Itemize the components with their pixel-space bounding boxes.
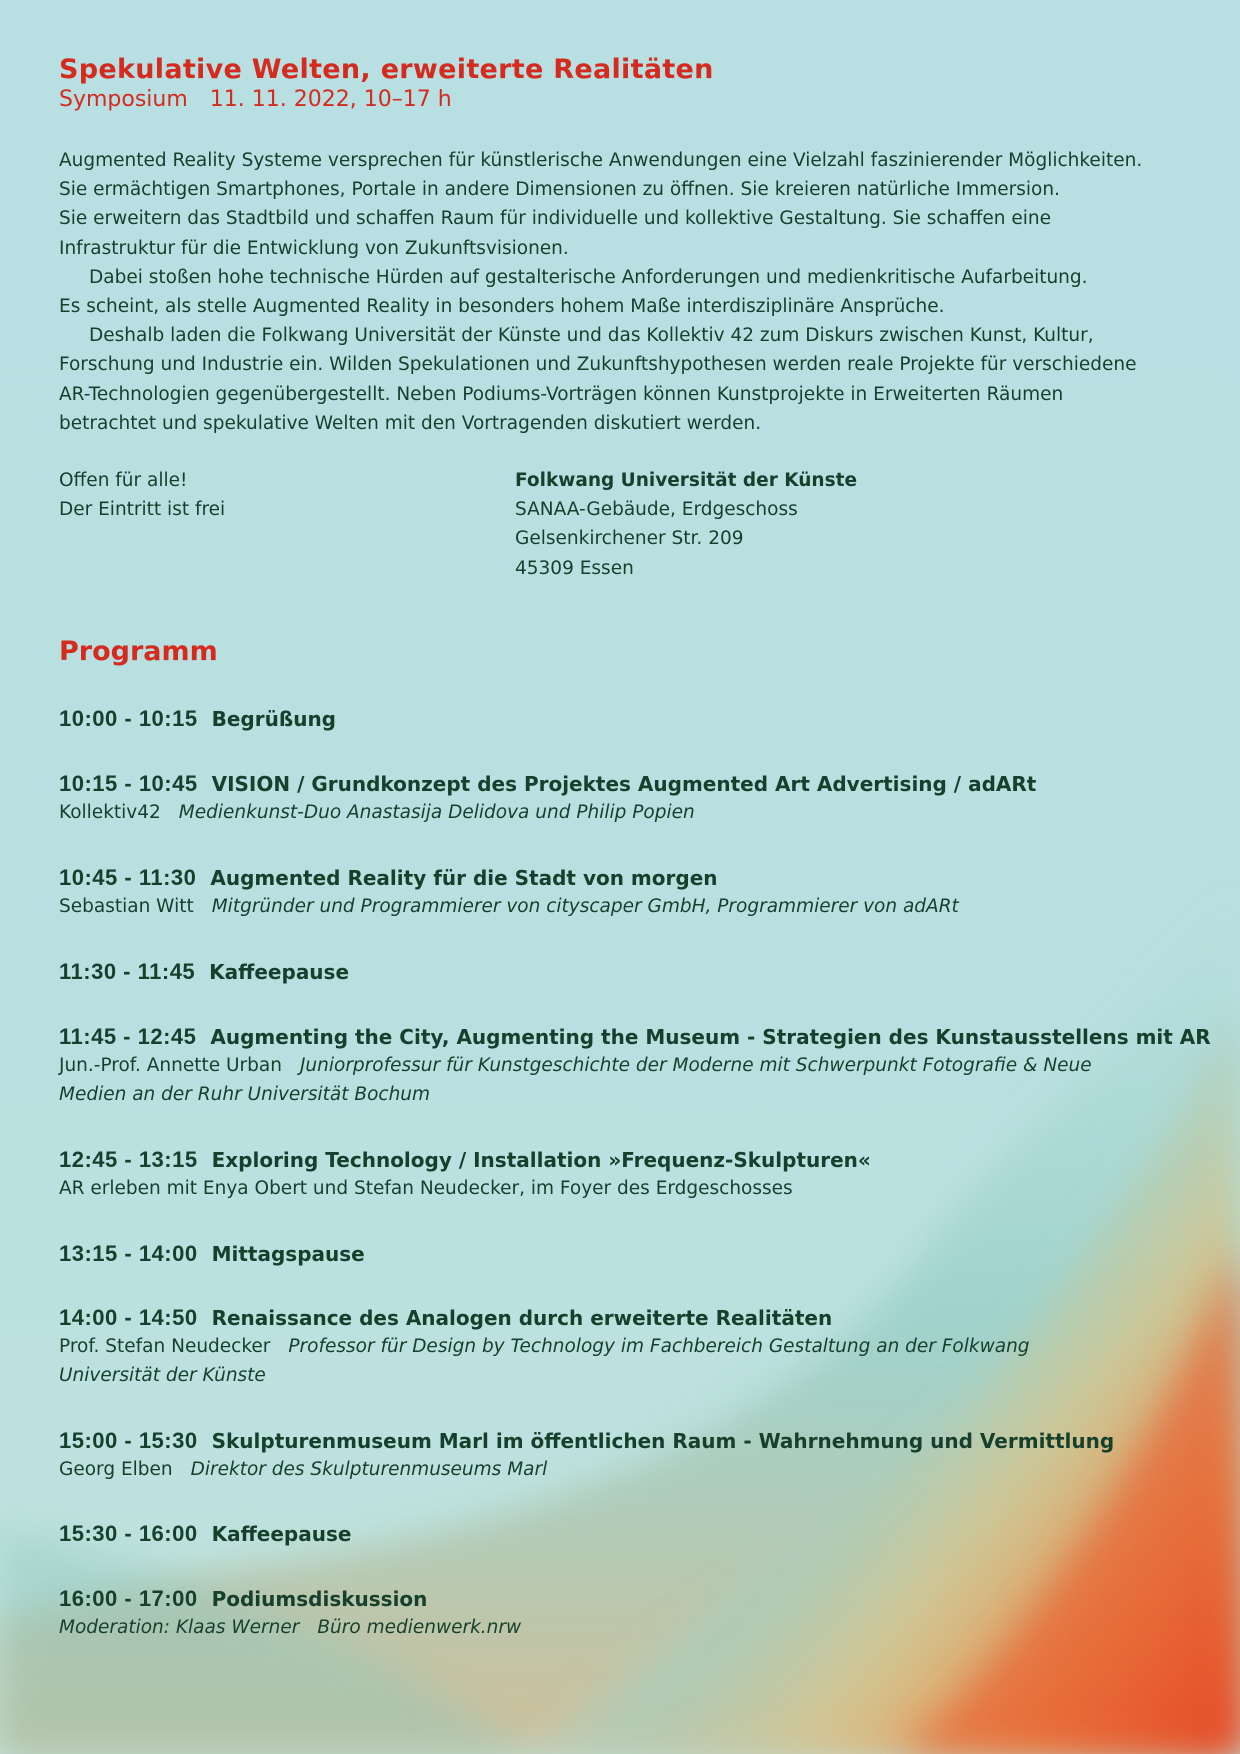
open-text: Offen für alle! [59, 470, 188, 491]
program-heading: Programm [59, 636, 218, 667]
program-item [59, 864, 1199, 921]
program-time: 13:15 - 14:00 [59, 1241, 198, 1266]
venue-city: 45309 Essen [515, 557, 634, 579]
program-item [59, 1304, 1199, 1390]
program-item [59, 705, 1199, 733]
program-time: 15:30 - 16:00 [59, 1521, 198, 1546]
program-speaker-description: Direktor des Skulpturenmuseums Marl [190, 1459, 548, 1480]
program-speaker-description-continued: Universität der Künste [59, 1365, 266, 1386]
program-title: Renaissance des Analogen durch erweiterte Realitäten [211, 1306, 833, 1330]
event-date: 11. 11. 2022, 10–17 h [209, 87, 452, 112]
entry-text: Der Eintritt ist frei [59, 499, 226, 521]
program-speaker: Prof. Stefan Neudecker [59, 1336, 271, 1357]
program-time: 12:45 - 13:15 [59, 1147, 198, 1172]
venue-address [515, 466, 857, 583]
intro-paragraph-1: Augmented Reality Systeme versprechen für künstlerische Anwendungen eine Vielzahl faszinierender Möglichkeiten. Sie ermächtigen Smartphones, Portale in andere Dimensionen zu öffnen. Sie kreieren natürliche Immersion. Sie erweitern das Stadtbild und schaffen Raum für individuelle und kollektive Gestaltung. Sie schaffen eine Infrastruktur für die Entwicklung von Zukunftsvisionen. [59, 150, 1143, 259]
program-item [59, 1585, 1199, 1642]
event-subtitle [59, 87, 452, 112]
program-speaker-description: Medienkunst-Duo Anastasija Delidova und Philip Popien [178, 802, 695, 823]
venue-building: SANAA-Gebäude, Erdgeschoss [515, 499, 798, 521]
program-title: Kaffeepause [209, 960, 350, 984]
program-time: 11:30 - 11:45 [59, 959, 196, 984]
program-note: AR erleben mit Enya Obert und Stefan Neudecker, im Foyer des Erdgeschosses [59, 1178, 793, 1199]
program-title: Exploring Technology / Installation »Frequenz-Skulpturen« [211, 1148, 871, 1172]
program-moderator: Moderation: Klaas Werner [59, 1617, 300, 1638]
intro-paragraph-2: Dabei stoßen hohe technische Hürden auf gestalterische Anforderungen und medienkritische Aufarbeitung. Es scheint, als stelle Augmented Reality in besonders hohem Maße interdisziplinäre Ansprüche. [59, 266, 1088, 318]
program-title: Augmenting the City, Augmenting the Museum - Strategien des Kunstausstellens mit AR [210, 1025, 1211, 1049]
program-speaker-description-continued: Medien an der Ruhr Universität Bochum [59, 1084, 431, 1105]
program-speaker-description: Juniorprofessur für Kunstgeschichte der Moderne mit Schwerpunkt Fotografie & Neue [299, 1055, 1092, 1076]
program-title: Mittagspause [211, 1242, 365, 1266]
program-speaker: Jun.-Prof. Annette Urban [59, 1055, 282, 1076]
program-time: 10:45 - 11:30 [59, 865, 197, 890]
program-speaker-description: Mitgründer und Programmierer von cityscaper GmbH, Programmierer von adARt [211, 896, 959, 917]
venue-name: Folkwang Universität der Künste [515, 470, 858, 491]
program-title: Augmented Reality für die Stadt von morgen [210, 866, 718, 890]
program-title: Skulpturenmuseum Marl im öffentlichen Raum - Wahrnehmung und Vermittlung [211, 1429, 1115, 1453]
program-time: 11:45 - 12:45 [59, 1024, 197, 1049]
program-item [59, 1023, 1211, 1109]
program-speaker: Kollektiv42 [59, 802, 161, 823]
program-title: VISION / Grundkonzept des Projektes Augmented Art Advertising / adARt [211, 772, 1037, 796]
program-item [59, 1146, 1199, 1203]
program-time: 10:00 - 10:15 [59, 706, 198, 731]
program-item [59, 1520, 1199, 1548]
program-time: 14:00 - 14:50 [59, 1305, 198, 1330]
program-speaker: Sebastian Witt [59, 896, 194, 917]
venue-street: Gelsenkirchener Str. 209 [515, 528, 744, 550]
admission-info [59, 466, 225, 524]
program-speaker-description: Büro medienwerk.nrw [317, 1617, 522, 1638]
program-speaker-description: Professor für Design by Technology im Fachbereich Gestaltung an der Folkwang [288, 1336, 1030, 1357]
program-title: Kaffeepause [211, 1522, 352, 1546]
program-title: Begrüßung [211, 707, 336, 731]
intro-text [59, 146, 1189, 438]
program-item [59, 958, 1199, 986]
program-time: 10:15 - 10:45 [59, 771, 198, 796]
program-time: 16:00 - 17:00 [59, 1586, 198, 1611]
program-item [59, 770, 1199, 827]
program-time: 15:00 - 15:30 [59, 1428, 198, 1453]
program-speaker: Georg Elben [59, 1459, 173, 1480]
event-title: Spekulative Welten, erweiterte Realitäten [59, 54, 714, 85]
program-item [59, 1240, 1199, 1268]
event-type: Symposium [59, 87, 188, 112]
intro-paragraph-3: Deshalb laden die Folkwang Universität der Künste und das Kollektiv 42 zum Diskurs zwischen Kunst, Kultur, Forschung und Industrie ein. Wilden Spekulationen und Zukunftshypothesen werden reale Projekte für verschiedene AR-Technologien gegenübergestellt. Neben Podiums-Vorträgen können Kunstprojekte in Erweiterten Räumen betrachtet und spekulative Welten mit den Vortragenden diskutiert werden. [59, 325, 1137, 434]
program-title: Podiumsdiskussion [211, 1587, 428, 1611]
program-item [59, 1427, 1199, 1484]
